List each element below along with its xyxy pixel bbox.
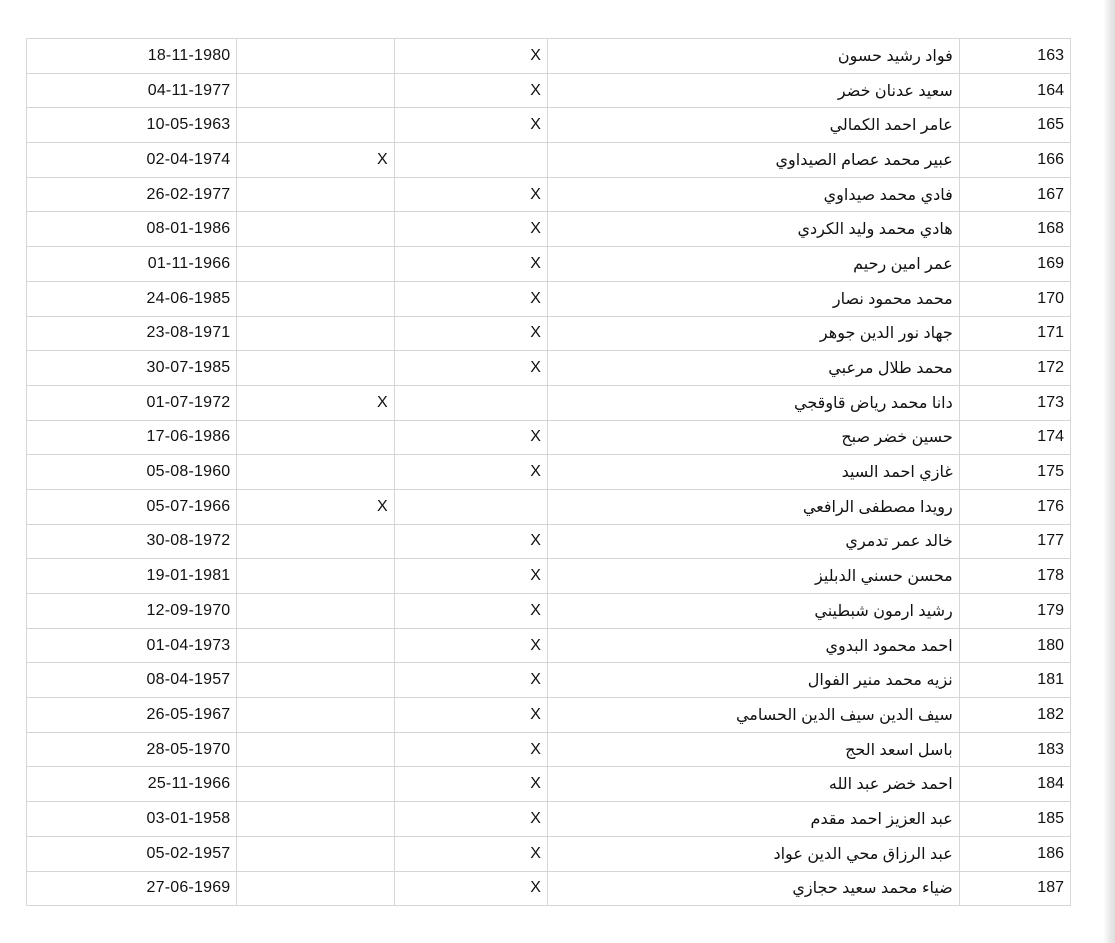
- male-mark: X: [530, 359, 541, 377]
- male-mark: X: [530, 463, 541, 481]
- row-number-cell: 174: [959, 420, 1070, 455]
- female-mark-cell: [237, 420, 394, 455]
- table-row: [27, 628, 1071, 663]
- name-cell: ضياء محمد سعيد حجازي: [547, 871, 959, 906]
- name-cell: هادي محمد وليد الكردي: [547, 212, 959, 247]
- table-row: [27, 385, 1071, 420]
- name-cell: محمد طلال مرعبي: [547, 351, 959, 386]
- row-number-cell: 169: [959, 247, 1070, 282]
- female-mark-cell: [237, 524, 394, 559]
- row-number-cell: 180: [959, 628, 1070, 663]
- female-mark-cell: [237, 594, 394, 629]
- male-mark-cell: [394, 212, 547, 247]
- table-row: [27, 108, 1071, 143]
- male-mark-cell: [394, 767, 547, 802]
- female-mark-cell: [237, 663, 394, 698]
- name-cell: عبد الرزاق محي الدين عواد: [547, 836, 959, 871]
- male-mark-cell: [394, 39, 547, 74]
- name-cell: حسين خضر صبح: [547, 420, 959, 455]
- row-number-cell: 164: [959, 73, 1070, 108]
- row-number-cell: 182: [959, 698, 1070, 733]
- female-mark: X: [377, 393, 388, 411]
- name-cell: غازي احمد السيد: [547, 455, 959, 490]
- male-mark-cell: [394, 177, 547, 212]
- row-number-cell: 165: [959, 108, 1070, 143]
- row-number-cell: 170: [959, 281, 1070, 316]
- female-mark-cell: [237, 143, 394, 178]
- male-mark-cell: [394, 559, 547, 594]
- female-mark-cell: [237, 489, 394, 524]
- name-cell: دانا محمد رياض قاوقجي: [547, 385, 959, 420]
- female-mark: X: [377, 497, 388, 515]
- male-mark-cell: [394, 836, 547, 871]
- male-mark-cell: [394, 732, 547, 767]
- female-mark-cell: [237, 351, 394, 386]
- female-mark-cell: [237, 247, 394, 282]
- female-mark-cell: [237, 212, 394, 247]
- male-mark-cell: [394, 73, 547, 108]
- row-number-cell: 179: [959, 594, 1070, 629]
- row-number-cell: 187: [959, 871, 1070, 906]
- male-mark-cell: [394, 316, 547, 351]
- male-mark: X: [530, 775, 541, 793]
- table-row: [27, 212, 1071, 247]
- birth-date-cell: 03-01-1958: [27, 802, 237, 837]
- male-mark: X: [530, 254, 541, 272]
- female-mark-cell: [237, 108, 394, 143]
- birth-date-cell: 10-05-1963: [27, 108, 237, 143]
- birth-date-cell: 02-04-1974: [27, 143, 237, 178]
- row-number-cell: 163: [959, 39, 1070, 74]
- name-cell: فواد رشيد حسون: [547, 39, 959, 74]
- name-cell: احمد خضر عبد الله: [547, 767, 959, 802]
- birth-date-cell: 01-04-1973: [27, 628, 237, 663]
- male-mark: X: [530, 324, 541, 342]
- name-cell: محسن حسني الدبليز: [547, 559, 959, 594]
- male-mark: X: [530, 116, 541, 134]
- male-mark: X: [530, 46, 541, 64]
- male-mark: X: [530, 844, 541, 862]
- table-row: [27, 489, 1071, 524]
- scan-edge-shadow: [1103, 0, 1115, 943]
- birth-date-cell: 17-06-1986: [27, 420, 237, 455]
- birth-date-cell: 26-02-1977: [27, 177, 237, 212]
- birth-date-cell: 01-11-1966: [27, 247, 237, 282]
- roster-body: [27, 39, 1071, 906]
- male-mark: X: [530, 220, 541, 238]
- table-row: [27, 420, 1071, 455]
- female-mark-cell: [237, 698, 394, 733]
- birth-date-cell: 08-01-1986: [27, 212, 237, 247]
- name-cell: عمر امين رحيم: [547, 247, 959, 282]
- birth-date-cell: 30-08-1972: [27, 524, 237, 559]
- female-mark-cell: [237, 316, 394, 351]
- birth-date-cell: 19-01-1981: [27, 559, 237, 594]
- name-cell: نزيه محمد منير الفوال: [547, 663, 959, 698]
- birth-date-cell: 26-05-1967: [27, 698, 237, 733]
- male-mark-cell: [394, 108, 547, 143]
- male-mark-cell: [394, 489, 547, 524]
- name-cell: جهاد نور الدين جوهر: [547, 316, 959, 351]
- table-row: [27, 524, 1071, 559]
- table-row: [27, 351, 1071, 386]
- birth-date-cell: 25-11-1966: [27, 767, 237, 802]
- row-number-cell: 176: [959, 489, 1070, 524]
- male-mark: X: [530, 879, 541, 897]
- male-mark-cell: [394, 698, 547, 733]
- table-row: [27, 836, 1071, 871]
- name-cell: فادي محمد صيداوي: [547, 177, 959, 212]
- table-row: [27, 802, 1071, 837]
- table-row: [27, 663, 1071, 698]
- name-cell: رويدا مصطفى الرافعي: [547, 489, 959, 524]
- male-mark-cell: [394, 351, 547, 386]
- row-number-cell: 167: [959, 177, 1070, 212]
- female-mark-cell: [237, 455, 394, 490]
- female-mark-cell: [237, 73, 394, 108]
- name-cell: سعيد عدنان خضر: [547, 73, 959, 108]
- male-mark: X: [530, 671, 541, 689]
- female-mark-cell: [237, 767, 394, 802]
- table-row: [27, 247, 1071, 282]
- row-number-cell: 172: [959, 351, 1070, 386]
- male-mark: X: [530, 289, 541, 307]
- name-cell: محمد محمود نصار: [547, 281, 959, 316]
- name-cell: رشيد ارمون شبطيني: [547, 594, 959, 629]
- male-mark: X: [530, 428, 541, 446]
- table-row: [27, 177, 1071, 212]
- female-mark-cell: [237, 559, 394, 594]
- table-row: [27, 39, 1071, 74]
- birth-date-cell: 12-09-1970: [27, 594, 237, 629]
- female-mark-cell: [237, 836, 394, 871]
- name-cell: احمد محمود البدوي: [547, 628, 959, 663]
- female-mark-cell: [237, 871, 394, 906]
- row-number-cell: 171: [959, 316, 1070, 351]
- male-mark: X: [530, 532, 541, 550]
- row-number-cell: 168: [959, 212, 1070, 247]
- row-number-cell: 181: [959, 663, 1070, 698]
- female-mark-cell: [237, 281, 394, 316]
- male-mark: X: [530, 636, 541, 654]
- female-mark-cell: [237, 39, 394, 74]
- row-number-cell: 184: [959, 767, 1070, 802]
- row-number-cell: 175: [959, 455, 1070, 490]
- birth-date-cell: 27-06-1969: [27, 871, 237, 906]
- birth-date-cell: 24-06-1985: [27, 281, 237, 316]
- male-mark-cell: [394, 420, 547, 455]
- table-row: [27, 732, 1071, 767]
- row-number-cell: 177: [959, 524, 1070, 559]
- row-number-cell: 183: [959, 732, 1070, 767]
- male-mark-cell: [394, 663, 547, 698]
- male-mark-cell: [394, 628, 547, 663]
- table-row: [27, 698, 1071, 733]
- male-mark: X: [530, 705, 541, 723]
- row-number-cell: 178: [959, 559, 1070, 594]
- birth-date-cell: 18-11-1980: [27, 39, 237, 74]
- male-mark-cell: [394, 143, 547, 178]
- female-mark-cell: [237, 802, 394, 837]
- row-number-cell: 186: [959, 836, 1070, 871]
- male-mark-cell: [394, 524, 547, 559]
- male-mark-cell: [394, 281, 547, 316]
- table-row: [27, 73, 1071, 108]
- table-row: [27, 316, 1071, 351]
- table-row: [27, 767, 1071, 802]
- female-mark-cell: [237, 177, 394, 212]
- male-mark-cell: [394, 247, 547, 282]
- male-mark-cell: [394, 455, 547, 490]
- row-number-cell: 166: [959, 143, 1070, 178]
- female-mark-cell: [237, 732, 394, 767]
- male-mark-cell: [394, 802, 547, 837]
- birth-date-cell: 05-08-1960: [27, 455, 237, 490]
- table-row: [27, 143, 1071, 178]
- female-mark: X: [377, 150, 388, 168]
- male-mark: X: [530, 740, 541, 758]
- female-mark-cell: [237, 628, 394, 663]
- birth-date-cell: 05-02-1957: [27, 836, 237, 871]
- male-mark: X: [530, 81, 541, 99]
- female-mark-cell: [237, 385, 394, 420]
- male-mark-cell: [394, 871, 547, 906]
- male-mark: X: [530, 601, 541, 619]
- birth-date-cell: 05-07-1966: [27, 489, 237, 524]
- male-mark: X: [530, 809, 541, 827]
- row-number-cell: 185: [959, 802, 1070, 837]
- table-row: [27, 559, 1071, 594]
- name-cell: سيف الدين سيف الدين الحسامي: [547, 698, 959, 733]
- birth-date-cell: 08-04-1957: [27, 663, 237, 698]
- male-mark-cell: [394, 594, 547, 629]
- birth-date-cell: 04-11-1977: [27, 73, 237, 108]
- birth-date-cell: 01-07-1972: [27, 385, 237, 420]
- roster-table: [26, 38, 1071, 906]
- table-row: [27, 455, 1071, 490]
- table-row: [27, 281, 1071, 316]
- table-row: [27, 871, 1071, 906]
- name-cell: خالد عمر تدمري: [547, 524, 959, 559]
- name-cell: باسل اسعد الحج: [547, 732, 959, 767]
- male-mark-cell: [394, 385, 547, 420]
- name-cell: عبد العزيز احمد مقدم: [547, 802, 959, 837]
- birth-date-cell: 30-07-1985: [27, 351, 237, 386]
- name-cell: عامر احمد الكمالي: [547, 108, 959, 143]
- birth-date-cell: 23-08-1971: [27, 316, 237, 351]
- row-number-cell: 173: [959, 385, 1070, 420]
- male-mark: X: [530, 567, 541, 585]
- male-mark: X: [530, 185, 541, 203]
- table-row: [27, 594, 1071, 629]
- birth-date-cell: 28-05-1970: [27, 732, 237, 767]
- name-cell: عبير محمد عصام الصيداوي: [547, 143, 959, 178]
